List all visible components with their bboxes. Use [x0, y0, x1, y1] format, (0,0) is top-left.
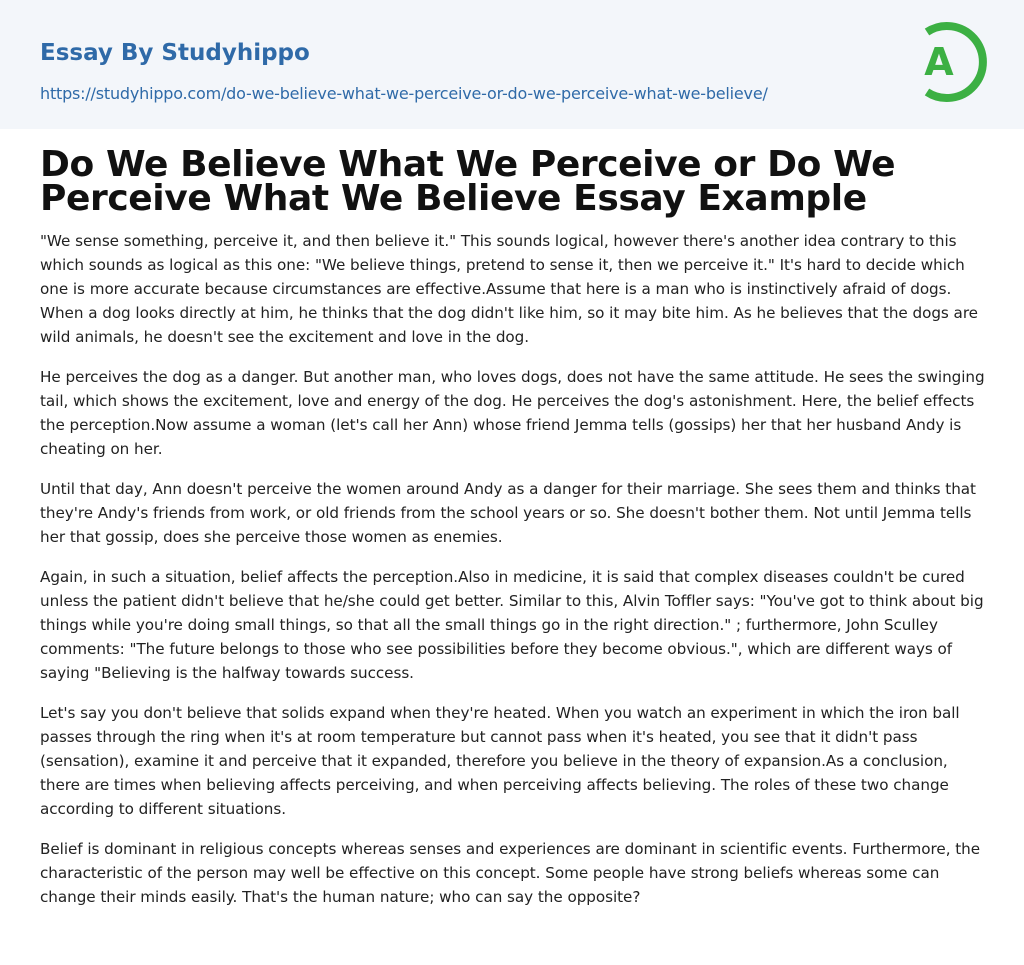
site-name[interactable]: Essay By Studyhippo: [40, 40, 310, 66]
essay-body: [40, 229, 988, 925]
essay-paragraph: Until that day, Ann doesn't perceive the women around Andy as a danger for their marriage. She sees them and thinks that they're Andy's friends from work, or old friends from the school years or so. She doesn't bother them. Not until Jemma tells her that gossip, does she perceive those women as enemies.: [40, 480, 976, 546]
logo-letter: A: [924, 40, 954, 84]
essay-paragraph: Let's say you don't believe that solids expand when they're heated. When you watch an experiment in which the iron ball passes through the ring when it's at room temperature but cannot pass when it's heated, you see that it didn't pass (sensation), examine it and perceive that it expanded, therefore you believe in the theory of expansion.As a conclusion, there are times when believing affects perceiving, and when perceiving affects believing. The roles of these two change according to different situations.: [40, 704, 960, 818]
essay-paragraph: He perceives the dog as a danger. But another man, who loves dogs, does not have the same attitude. He sees the swinging tail, which shows the excitement, love and energy of the dog. He perceives the dog's astonishment. Here, the belief effects the perception.Now assume a woman (let's call her Ann) whose friend Jemma tells (gossips) her that her husband Andy is cheating on her.: [40, 368, 985, 458]
essay-paragraph: "We sense something, perceive it, and then believe it." This sounds logical, however there's another idea contrary to this which sounds as logical as this one: "We believe things, pretend to sense it, then we perceive it." It's hard to decide which one is more accurate because circumstances are effective.Assume that here is a man who is instinctively afraid of dogs. When a dog looks directly at him, he thinks that the dog didn't like him, so it may bite him. As he believes that the dogs are wild animals, he doesn't see the excitement and love in the dog.: [40, 232, 978, 346]
site-header: [0, 0, 1024, 129]
source-url-link[interactable]: https://studyhippo.com/do-we-believe-what-we-perceive-or-do-we-perceive-what-we-believe/: [40, 84, 768, 103]
essay-paragraph: Again, in such a situation, belief affects the perception.Also in medicine, it is said that complex diseases couldn't be cured unless the patient didn't believe that he/she could get better. Similar to this, Alvin Toffler says: "You've got to think about big things while you're doing small things, so that all the small things go in the right direction." ; furthermore, John Sculley comments: "The future belongs to those who see possibilities before they become obvious.", which are different ways of saying "Believing is the halfway towards success.: [40, 568, 984, 682]
logo-icon[interactable]: [911, 19, 987, 105]
essay-paragraph: Belief is dominant in religious concepts whereas senses and experiences are dominant in scientific events. Furthermore, the characteristic of the person may well be effective on this concept. Some people have strong beliefs whereas some can change their minds easily. That's the human nature; who can say the opposite?: [40, 840, 981, 906]
essay-title: Do We Believe What We Perceive or Do We Perceive What We Believe Essay Example: [40, 144, 896, 219]
